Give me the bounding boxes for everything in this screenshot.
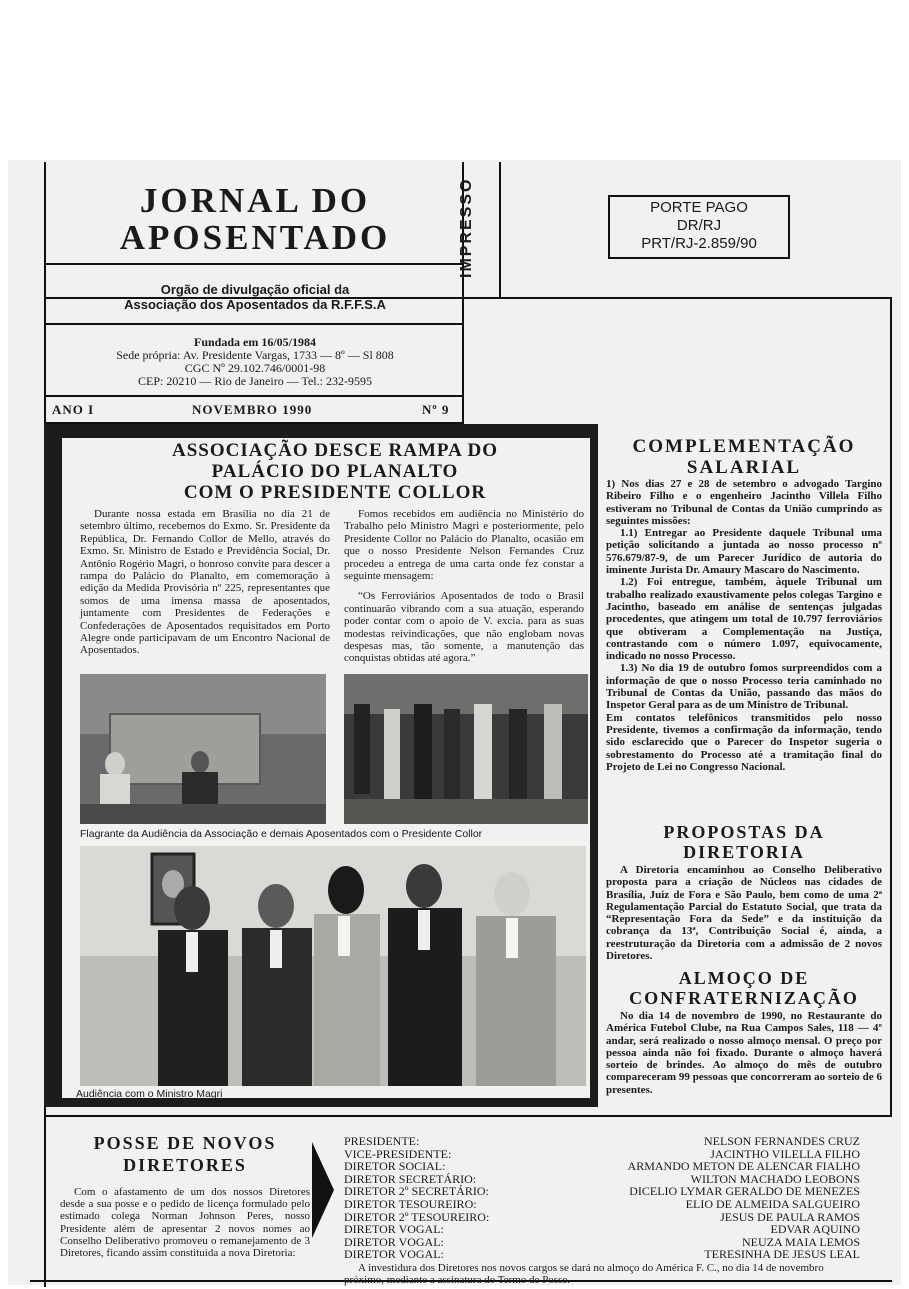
role-diretor-social: DIRETOR SOCIAL:: [344, 1159, 446, 1174]
director-name: ELIO DE ALMEIDA SALGUEIRO: [685, 1196, 860, 1211]
directors-names: [560, 1135, 860, 1261]
main-article-col1: [80, 508, 330, 657]
directors-roles: [344, 1135, 524, 1261]
role-diretor-vogal-2: DIRETOR VOGAL:: [344, 1234, 444, 1249]
impresso-label: IMPRESSO: [458, 177, 475, 278]
role-diretor-secretario: DIRETOR SECRETÁRIO:: [344, 1171, 477, 1186]
propostas-body: [606, 864, 882, 962]
role-vice-presidente: VICE-PRESIDENTE:: [344, 1146, 452, 1161]
almoco-title-line2: CONFRATERNIZAÇÃO: [629, 988, 859, 1008]
propostas-title-line1: PROPOSTAS DA: [663, 822, 825, 842]
masthead-line2: APOSENTADO: [119, 218, 391, 257]
role-diretor-2-tesoureiro: DIRETOR 2º TESOUREIRO:: [344, 1209, 490, 1224]
porte-pago-line2: DR/RJ: [676, 217, 722, 234]
photo-caption-2: Audiência com o Ministro Magri: [76, 1088, 223, 1100]
header-divider-2: [499, 162, 501, 297]
header-divider-3: [462, 297, 464, 424]
arrow-divider-icon: [312, 1142, 334, 1238]
subtitle-line1: Orgão de divulgação oficial da: [160, 282, 350, 297]
photo-ministro-magri: [80, 846, 586, 1086]
main-headline-line3: COM O PRESIDENTE COLLOR: [183, 482, 487, 503]
subtitle-line2: Associação dos Aposentados da R.F.F.S.A: [124, 297, 386, 312]
complementacao-p1: 1) Nos dias 27 e 28 de setembro o advogado Targino Ribeiro Filho e o engenheiro Jacintho Villela Filho estiveram no Tribunal de Contas da União cumprindo as seguintes missões:: [606, 478, 882, 527]
header-rule-4: [44, 395, 464, 397]
main-article-quote: “Os Ferroviários Aposentados de todo o Brasil continuarão vibrando com a sua atuação, esperando poder contar com o apoio de V. excia. para as suas modestas reivindicações, que não englobam novas despesas mas, tão somente, a manutenção das conquistas obtidas até agora.”: [344, 590, 584, 665]
posse-footer: [344, 1262, 860, 1287]
masthead-line1: JORNAL DO: [139, 181, 371, 220]
subtitle: [60, 282, 450, 312]
complementacao-body: [606, 478, 882, 773]
propostas-title-line2: DIRETORIA: [683, 842, 805, 862]
photo-audiencia-left: [80, 674, 326, 824]
role-diretor-vogal-3: DIRETOR VOGAL:: [344, 1247, 444, 1262]
director-name: ARMANDO METON DE ALENCAR FIALHO: [627, 1159, 860, 1174]
complementacao-title-line2: SALARIAL: [686, 457, 802, 478]
main-headline-line1: ASSOCIAÇÃO DESCE RAMPA DO: [171, 440, 499, 461]
founded-cgc: CGC Nº 29.102.746/0001-98: [184, 361, 326, 375]
bottom-section-rule: [44, 1115, 892, 1117]
founded-date: Fundada em 16/05/1984: [193, 335, 316, 349]
director-name: DICELIO LYMAR GERALDO DE MENEZES: [629, 1184, 860, 1199]
issue-year: ANO I: [52, 402, 95, 417]
director-name: WILTON MACHADO LEOBONS: [690, 1171, 860, 1186]
complementacao-title-line1: COMPLEMENTAÇÃO: [632, 436, 856, 457]
complementacao-title: [606, 436, 882, 478]
main-article-col2: [344, 508, 584, 665]
posse-text: Com o afastamento de um dos nossos Diretores desde a sua posse e o pedido de licença formulado pelo estimado colega Norman Johnson Peres, nosso Presidente além de apresentar 2 novos nomes ao Conselho Deliberativo promoveu o remanejamento de 3 Diretores, ficando assim constituída a nova Diretoria:: [60, 1186, 310, 1260]
founded-info: [60, 336, 450, 388]
founded-address: Sede própria: Av. Presidente Vargas, 1733 — 8º — Sl 808: [116, 348, 394, 362]
propostas-text: A Diretoria encaminhou ao Conselho Deliberativo proposta para a criação de Núcleos nas cidades de Brasília, Juiz de Fora e São Paulo, bem como de uma 2ª Regulamentação Parcial do Estatuto Social, que trata da “Representação Fora da Sede” e da instituição da cobrança da 13ª, Contribuição Social é, ainda, a reestruturação da Diretoria com a admissão de 2 novos Diretores.: [606, 864, 882, 963]
almoco-title: [606, 968, 882, 1008]
director-name: NELSON FERNANDES CRUZ: [703, 1134, 860, 1148]
right-border: [890, 297, 892, 1117]
almoco-body: [606, 1010, 882, 1096]
director-name: EDVAR AQUINO: [770, 1222, 860, 1237]
main-article-text2: Fomos recebidos em audiência no Ministério do Trabalho pelo Ministro Magri e posteriormente, pelo Presidente Collor no Palácio do Planalto, ocasião em que o nosso Presidente Nelson Fernandes Cruz procedeu a entrega de uma carta onde fez constar a seguinte mensagem:: [344, 508, 584, 583]
posse-title-line1: POSSE DE NOVOS: [93, 1133, 277, 1153]
role-presidente: PRESIDENTE:: [344, 1134, 420, 1148]
issue-number: Nº 9: [422, 402, 450, 417]
issue-month: NOVEMBRO 1990: [192, 402, 313, 417]
director-name: TERESINHA DE JESUS LEAL: [704, 1247, 860, 1262]
header-rule-1: [44, 263, 464, 265]
header-rule-3: [44, 323, 464, 325]
complementacao-p2: 1.1) Entregar ao Presidente daquele Tribunal uma petição solicitando a juntada ao nosso processo nº 576.679/87-9, de um Parecer Jurídico de autoria do iminente Jurista Dr. Amaury Mascaro do Nascimento.: [606, 527, 882, 577]
main-article-text1: Durante nossa estada em Brasília no dia 21 de setembro último, recebemos do Exmo. Sr. Presidente da República, Dr. Fernando Collor de Mello, através do Exmo. Sr. Ministro de Estado e Previdência Social, Dr. Antônio Rogério Magri, o honroso convite para descer a rampa do Palácio do Planalto, em comemoração à edição da Medida Provisória nº 225, representantes que somos de uma imensa massa de aposentados, juntamente com Presidentes de Federações e Confederações de Aposentados requisitados em Porto Alegre onde participavam de um Encontro Nacional de Aposentados.: [80, 508, 330, 657]
complementacao-p3: 1.2) Foi entregue, também, àquele Tribunal um trabalho realizado exaustivamente pelos colegas Targino e Jacintho, baseado em análise de sentenças julgadas procedentes, que atingem um total de 10.797 ferroviários que obtiveram a Complementação na Justiça, contrastando com o número 1.097, equivocamente, indicado no nosso Processo.: [606, 576, 882, 663]
posse-title: [60, 1132, 310, 1176]
director-name: JACINTHO VILELLA FILHO: [710, 1146, 860, 1161]
posse-footer-text: A investidura dos Diretores nos novos cargos se dará no almoço do América F. C., no dia 14 de novembro próximo, mediante a assinatura do Termo de Posse.: [344, 1262, 824, 1287]
posse-body: [60, 1186, 310, 1259]
role-diretor-tesoureiro: DIRETOR TESOUREIRO:: [344, 1196, 477, 1211]
director-name: JESUS DE PAULA RAMOS: [720, 1209, 860, 1224]
director-name: NEUZA MAIA LEMOS: [741, 1234, 860, 1249]
main-headline: [100, 440, 570, 503]
propostas-title: [606, 822, 882, 862]
founded-contact: CEP: 20210 — Rio de Janeiro — Tel.: 232-9595: [138, 374, 372, 388]
almoco-text: No dia 14 de novembro de 1990, no Restaurante do América Futebol Clube, na Rua Campos Sales, 118 — 4º andar, será realizado o nosso almoço mensal. O preço por pessoa ainda não foi fixado. Durante o almoço haverá sorteio de brindes. Ao almoço do mês de outubro compareceram 99 pessoas que concorreram ao sorteio de 6 presentes.: [606, 1010, 882, 1096]
photo-audiencia-right: [344, 674, 588, 824]
role-diretor-vogal-1: DIRETOR VOGAL:: [344, 1222, 444, 1237]
porte-pago-line1: PORTE PAGO: [650, 199, 748, 216]
masthead-title: [60, 182, 450, 256]
almoco-title-line1: ALMOÇO DE: [678, 968, 810, 988]
posse-title-line2: DIRETORES: [123, 1155, 247, 1175]
main-headline-line2: PALÁCIO DO PLANALTO: [211, 461, 459, 482]
porte-pago-line3: PRT/RJ-2.859/90: [641, 235, 757, 252]
complementacao-p4: 1.3) No dia 19 de outubro fomos surpreendidos com a informação de que o nosso Processo teria caminhado no Tribunal de Contas da União, passando das mãos do Inspetor Geral para as de um Ministro de Tribunal.: [606, 662, 882, 712]
porte-pago-box: [608, 195, 790, 259]
role-diretor-2-secretario: DIRETOR 2º SECRETÁRIO:: [344, 1184, 489, 1199]
complementacao-p5: Em contatos telefônicos transmitidos pelo nosso Presidente, tivemos a confirmação da informação, tendo sido esclarecido que o Parecer do Inspetor sugeria o sobrestamento do Processo até a tramitação final do Projeto de Lei no Congresso Nacional.: [606, 711, 882, 773]
photo-caption-1: Flagrante da Audiência da Associação e demais Aposentados com o Presidente Collor: [80, 828, 483, 840]
